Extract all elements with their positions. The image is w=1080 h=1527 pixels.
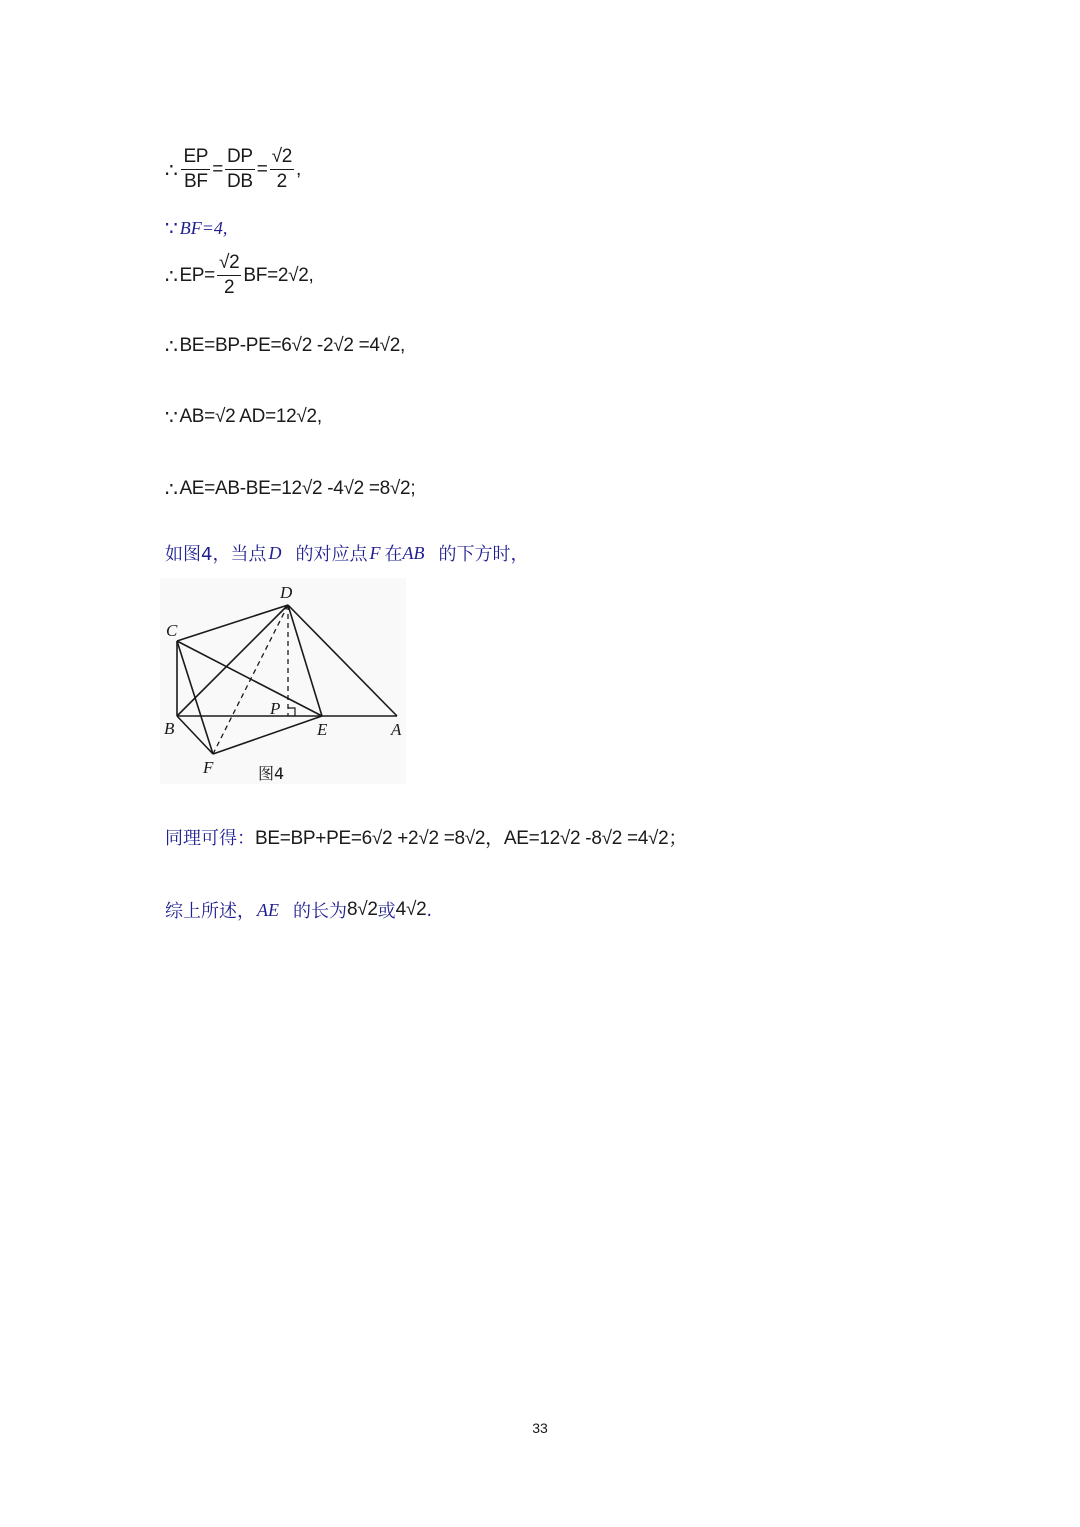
equation-ae-text: AE=AB-BE=12√2 -4√2 =8√2; [179,478,416,499]
fraction-ep-bf: $\frac{EP}{BF}$ [183,146,209,192]
given-bf [165,216,227,240]
similar-case-result: 同理可得： BE=BP+PE=6√2 +2√2 =8√2，AE=12√2 -8√2 =4√2； [165,823,687,850]
segment-ce [177,641,322,716]
fraction-root2-2: $\frac{√2}{2}$ [271,146,292,192]
label-c: C [166,621,178,640]
therefore-symbol: ∴ [165,334,178,358]
equation-be [165,334,405,358]
equation-be-text: BE=BP-PE=6√2 -2√2 =4√2, [179,335,406,356]
equation-ae [165,477,415,501]
because-symbol: ∵ [165,405,178,429]
page-number: 33 [532,1420,548,1436]
label-a: A [391,720,402,739]
figure-caption: 图4 [258,764,285,783]
label-e: E [317,720,328,739]
fraction-root2-2: $\frac{√2}{2}$ [218,252,240,298]
conclusion: 综上所述， AE 的长为 8√2 或 4√2 . [165,899,433,922]
label-p: P [270,699,281,718]
equation-ep: ∴ EP= $\frac{√2}{2}$ BF=2√2, [165,252,314,298]
therefore-symbol: ∴ [165,477,178,501]
similar-case-equation: BE=BP+PE=6√2 +2√2 =8√2，AE=12√2 -8√2 =4√2； [255,828,688,849]
given-bf-text: BF=4, [179,217,228,238]
right-angle-mark [288,708,295,716]
label-b: B [164,719,175,738]
therefore-symbol: ∴ [165,157,178,182]
case-description: 如图4，当点 D 的对应点 F 在 AB 的下方时， [165,542,529,565]
geometry-diagram [160,578,406,784]
label-f: F [203,758,214,777]
because-symbol: ∵ [165,216,178,240]
segment-cd [177,605,288,641]
equation-ab-text: AB=√2 AD=12√2, [179,406,322,427]
label-d: D [280,583,293,602]
equation-ab [165,405,322,429]
geometry-figure-4 [160,578,406,784]
fraction-dp-db: $\frac{DP}{DB}$ [226,146,253,192]
therefore-symbol: ∴ [165,263,178,288]
equation-ratio: ∴ $\frac{EP}{BF}$ = $\frac{DP}{DB}$ = $\frac{√2}{2}$ , [165,146,301,192]
